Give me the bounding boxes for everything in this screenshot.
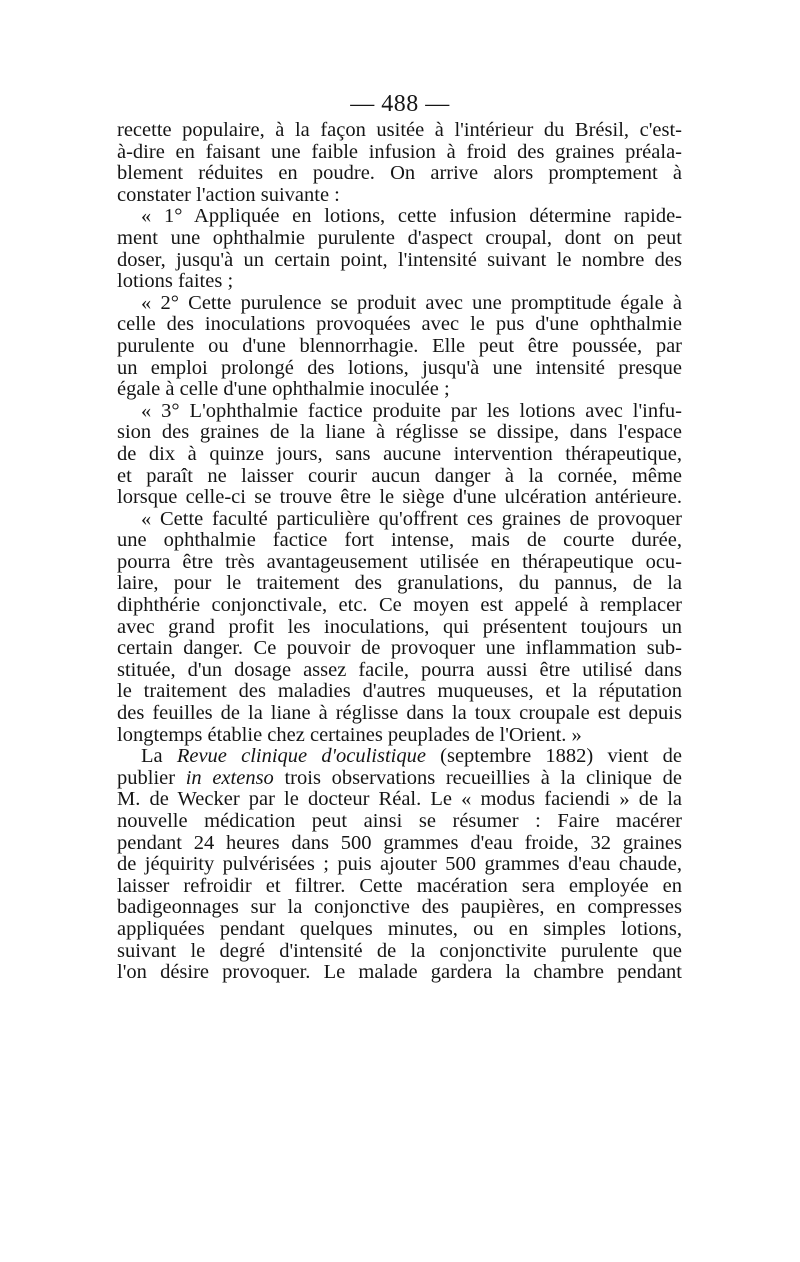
text-line: ment une ophthalmie purulente d'aspect croupal, dont on peut bbox=[117, 227, 682, 249]
text-line: purulente ou d'une blennorrhagie. Elle peut être poussée, par bbox=[117, 335, 682, 357]
text-line: lotions faites ; bbox=[117, 271, 234, 293]
text-line: pendant 24 heures dans 500 grammes d'eau froide, 32 graines bbox=[117, 832, 682, 854]
body-text bbox=[117, 120, 682, 984]
text-line: doser, jusqu'à un certain point, l'intensité suivant le nombre des bbox=[117, 249, 682, 271]
text-line: le traitement des maladies d'autres muqueuses, et la réputation bbox=[117, 681, 682, 703]
text-line: de jéquirity pulvérisées ; puis ajouter 500 grammes d'eau chaude, bbox=[117, 854, 682, 876]
text-line: constater l'action suivante : bbox=[117, 184, 340, 206]
text-line: recette populaire, à la façon usitée à l'intérieur du Brésil, c'est- bbox=[117, 120, 682, 141]
text-line: l'on désire provoquer. Le malade gardera la chambre pendant bbox=[117, 962, 682, 984]
text-line: nouvelle médication peut ainsi se résumer : Faire macérer bbox=[117, 811, 682, 832]
text-line: laisser refroidir et filtrer. Cette macération sera employée en bbox=[117, 875, 682, 897]
text-line: certain danger. Ce pouvoir de provoquer une inflammation sub- bbox=[117, 638, 682, 660]
page-number: — 488 — bbox=[350, 91, 450, 117]
text-line: « 3° L'ophthalmie factice produite par les lotions avec l'infu- bbox=[141, 400, 682, 422]
text-line: de dix à quinze jours, sans aucune intervention thérapeutique, bbox=[117, 443, 682, 465]
text-line: M. de Wecker par le docteur Réal. Le « modus faciendi » de la bbox=[117, 789, 682, 811]
journal-title: clinique bbox=[241, 746, 308, 768]
text-line: laire, pour le traitement des granulations, du pannus, de la bbox=[117, 573, 682, 595]
text-line: une ophthalmie factice fort intense, mais de courte durée, bbox=[117, 530, 682, 552]
text-line: suivant le degré d'intensité de la conjonctivite purulente que bbox=[117, 940, 682, 962]
text-line: longtemps établie chez certaines peuplades de l'Orient. » bbox=[117, 724, 582, 746]
text-line: « 1° Appliquée en lotions, cette infusion détermine rapide- bbox=[141, 206, 682, 228]
journal-title: d'oculistique bbox=[321, 746, 426, 768]
latin-phrase: in extenso bbox=[185, 767, 274, 789]
text-line: des feuilles de la liane à réglisse dans la toux croupale est depuis bbox=[117, 703, 682, 725]
text-line: diphthérie conjonctivale, etc. Ce moyen est appelé à remplacer bbox=[117, 595, 682, 617]
text-line: stituée, d'un dosage assez facile, pourra aussi être utilisé dans bbox=[117, 659, 682, 681]
text-line: « Cette faculté particulière qu'offrent ces graines de provoquer bbox=[141, 508, 682, 530]
text-line: sion des graines de la liane à réglisse se dissipe, dans l'espace bbox=[117, 422, 682, 444]
text-line: un emploi prolongé des lotions, jusqu'à une intensité presque bbox=[117, 357, 682, 379]
text-line: celle des inoculations provoquées avec le pus d'une ophthalmie bbox=[117, 314, 682, 336]
text-line: et paraît ne laisser courir aucun danger à la cornée, même bbox=[117, 465, 682, 487]
journal-title: Revue bbox=[176, 746, 227, 768]
text-line: pourra être très avantageusement utilisée en thérapeutique ocu- bbox=[117, 551, 682, 573]
text-line: La Revue clinique d'oculistique (septembre 1882) vient de bbox=[141, 746, 682, 768]
text-line: publier in extenso trois observations recueillies à la clinique de bbox=[117, 767, 682, 789]
text-line: appliquées pendant quelques minutes, ou en simples lotions, bbox=[117, 918, 682, 940]
text-line: blement réduites en poudre. On arrive alors promptement à bbox=[117, 163, 682, 185]
text-line: avec grand profit les inoculations, qui présentent toujours un bbox=[117, 616, 682, 638]
text-line: badigeonnages sur la conjonctive des paupières, en compresses bbox=[117, 897, 682, 919]
text-line: égale à celle d'une ophthalmie inoculée ; bbox=[117, 379, 450, 401]
text-line: « 2° Cette purulence se produit avec une promptitude égale à bbox=[141, 292, 682, 314]
text-line: lorsque celle-ci se trouve être le siège d'une ulcération antérieure. bbox=[117, 487, 682, 509]
text-line: à-dire en faisant une faible infusion à froid des graines préala- bbox=[117, 141, 682, 163]
